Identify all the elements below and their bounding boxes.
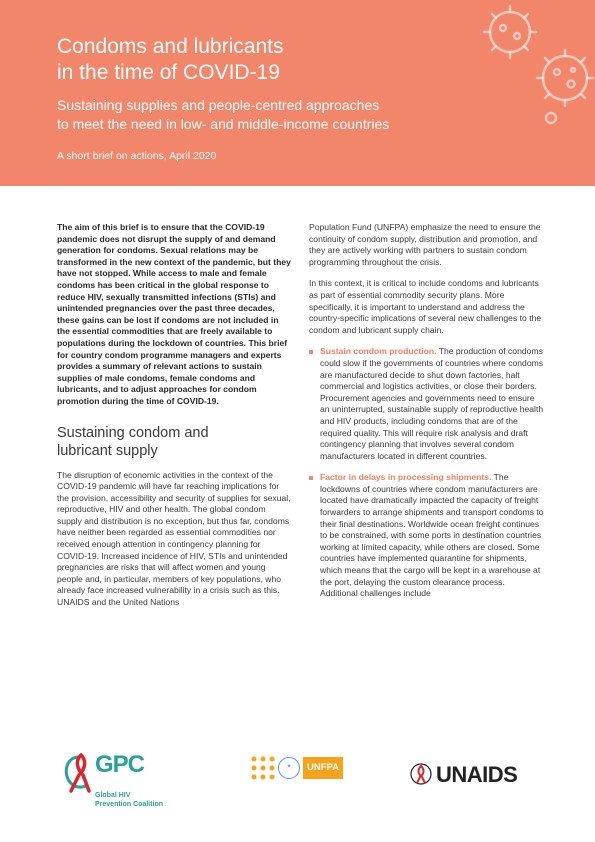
virus-icon: [455, 0, 595, 130]
footer-logos: [0, 745, 595, 825]
gpc-subtitle-line-2: Prevention Coalition: [95, 801, 164, 808]
unaids-logo: [410, 763, 550, 793]
gpc-logo: [57, 751, 182, 821]
gpc-subtitle-line-1: Global HIV: [95, 792, 131, 799]
red-ribbon-icon: [410, 763, 432, 785]
unfpa-name: UNFPA: [303, 757, 343, 779]
title-line-1: Condoms and lubricants: [57, 35, 284, 58]
bullet-text: The production of condoms could slow if the governments of countries where condoms are manufactured decide to shut down factories, halt commercial and logistics activities, or close their borders. Procurement agencies and governments need to ensure an uninterrupted, sustainable supply of reproductive health and HIV products, including condoms that are of the required quality. This will require risk analysis and draft contingency planning that involves several condom manufacturers located in different countries.: [320, 346, 544, 461]
section-heading-line-1: Sustaining condom and: [57, 424, 209, 441]
page-subtitle: [57, 96, 507, 134]
action-list: [309, 346, 544, 599]
subtitle-line-2: to meet the need in low- and middle-income countries: [57, 116, 390, 132]
bullet-text: The lockdowns of countries where condom manufacturers are located have dramatically impacted the capacity of freight forwarders to arrange shipments and transport condoms to their final destinations. Worldwide ocean freight continues to be constrained, with some ports in destination countries working at limited capacity, while others are closed. Some countries have implemented quarantine for shipments, which means that the cargo will be kept in a warehouse at the port, delaying the custom clearance process. Additional challenges include: [320, 472, 544, 599]
intro-paragraph: The aim of this brief is to ensure that the COVID-19 pandemic does not disrupt the supply of and demand generation for condoms. Sexual relations may be transformed in the new context of the pandemic, but they have not stopped. While access to male and female condoms has been critical in the global response to reduce HIV, sexually transmitted infections (STIs) and unintended pregnancies over the past three decades, these gains can be lost if condoms are not included in the essential commodities that are freely available to populations during the lockdown of countries. This brief for country condom programme managers and experts provides a summary of relevant actions to sustain supplies of male condoms, female condoms and lubricants, and to adjust approaches for condom promotion during the time of COVID-19.: [57, 222, 291, 406]
page-title: [57, 34, 417, 86]
body-paragraph: Population Fund (UNFPA) emphasize the need to ensure the continuity of condom supply, distribution and promotion, and they are actively working with partners to sustain condom programming throughout the crisis.: [309, 222, 541, 267]
header-banner: [0, 0, 595, 186]
brief-tagline: A short brief on actions, April 2020: [57, 150, 217, 162]
left-column: [57, 222, 292, 619]
bullet-title: Sustain condom production.: [320, 346, 437, 357]
section-heading: [57, 424, 292, 460]
list-item: [309, 346, 544, 462]
title-line-2: in the time of COVID-19: [57, 61, 280, 84]
red-ribbon-icon: [57, 751, 97, 793]
right-column: [309, 222, 544, 610]
unfpa-logo: [250, 753, 370, 793]
section-heading-line-2: lubricant supply: [57, 442, 158, 459]
subtitle-line-1: Sustaining supplies and people-centred approaches: [57, 97, 380, 113]
gpc-name: GPC: [95, 751, 145, 778]
body-paragraph: In this context, it is critical to include condoms and lubricants as part of essential commodity security plans. More specifically, it is important to understand and address the country-specific implications of several new challenges to the condom and lubricant supply chain.: [309, 278, 542, 335]
unaids-name: UNAIDS: [436, 762, 518, 787]
un-emblem-icon: ✦: [278, 757, 300, 779]
bullet-title: Factor in delays in processing shipments.: [320, 472, 492, 483]
body-paragraph: The disruption of economic activities in the context of the COVID-19 pandemic will have far reaching implications for the provision, accessibility and security of supplies for sexual, reproductive, HIV and other health. The global condom supply and distribution is no exception, but thus far, condoms have neither been regarded as essential commodities nor received enough attention in contingency planning for COVID-19. Increased incidence of HIV, STIs and unintended pregnancies are risks that will affect women and young people and, in particular, members of key populations, who already face increased vulnerability in a crisis such as this. UNAIDS and the United Nations: [57, 469, 291, 608]
unfpa-dots-icon: [250, 755, 276, 781]
gpc-subtitle: [95, 791, 163, 809]
list-item: [309, 472, 544, 600]
